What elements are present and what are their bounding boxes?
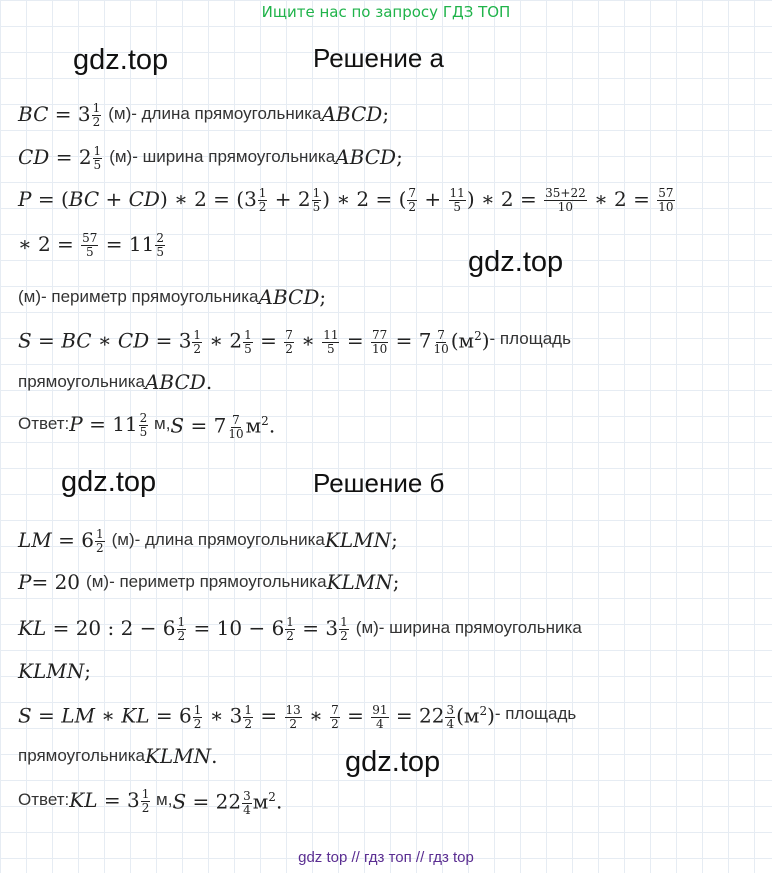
answer-b: Ответ: KL = 3 $\frac{1}{2}$ м, S = 22 $\frac{3}{4}$ $м^2$. xyxy=(18,786,283,817)
watermark: gdz.top xyxy=(61,466,157,498)
line-b2: P= 20 (м) - периметр прямоугольника KLMN ; xyxy=(18,570,400,594)
line-b1: LM = 6 $\frac{1}{2}$ (м) - длина прямоугольника KLMN ; xyxy=(18,526,398,555)
line-b3: KL = 20 : 2 − 6 $\frac{1}{2}$ = 10 − 6 $\frac{1}{2}$ = 3 $\frac{1}{2}$ (м) - ширина прямоугольника xyxy=(18,614,582,643)
watermark: gdz.top xyxy=(468,246,564,278)
line-b4: KLMN; xyxy=(18,659,91,683)
line-a2: CD = 2 $\frac{1}{5}$ (м) - ширина прямоугольника ABCD ; xyxy=(18,143,403,172)
top-banner: Ищите нас по запросу ГДЗ ТОП xyxy=(261,3,511,21)
line-a3: P = (BC + CD) ∗ 2 = (3 $\frac{1}{2}$ + 2 $\frac{1}{5}$ ) ∗ 2 = ( $\frac{7}{2}$ + $\frac{11}{5}$ ) ∗ 2 = $\frac{35+22}{10}$ ∗ 2 = $\frac{57}{10}$ xyxy=(18,185,674,214)
line-b5: S = LM ∗ KL = 6 $\frac{1}{2}$ ∗ 3 $\frac{1}{2}$ = $\frac{13}{2}$ ∗ $\frac{7}{2}$ = $\frac{91}{4}$ = 22 $\frac{3}{4}$ $(м^2)$ - площадь xyxy=(18,702,577,731)
line-a1: BC = 3 $\frac{1}{2}$ (м) - длина прямоугольника ABCD ; xyxy=(18,100,390,129)
answer-a: Ответ: P = 11 $\frac{2}{5}$ м, S = 7 $\frac{7}{10}$ $м^2$. xyxy=(18,410,276,441)
watermark: gdz.top xyxy=(73,44,169,76)
footer-links: gdz top // гдз топ // гдз top xyxy=(298,849,474,866)
heading-solution-a: Решение а xyxy=(313,43,445,73)
line-b6: прямоугольника KLMN . xyxy=(18,744,218,768)
watermark: gdz.top xyxy=(345,746,441,778)
line-a5: (м) - периметр прямоугольника ABCD ; xyxy=(18,285,327,309)
heading-solution-b: Решение б xyxy=(313,468,445,498)
line-a6: S = BC ∗ CD = 3 $\frac{1}{2}$ ∗ 2 $\frac{1}{5}$ = $\frac{7}{2}$ ∗ $\frac{11}{5}$ = $\frac{77}{10}$ = 7 $\frac{7}{10}$ $(м^2)$ - площадь xyxy=(18,327,571,356)
line-a7: прямоугольника ABCD . xyxy=(18,370,213,394)
line-a4: ∗ 2 = $\frac{57}{5}$ = 11 $\frac{2}{5}$ xyxy=(18,230,164,259)
